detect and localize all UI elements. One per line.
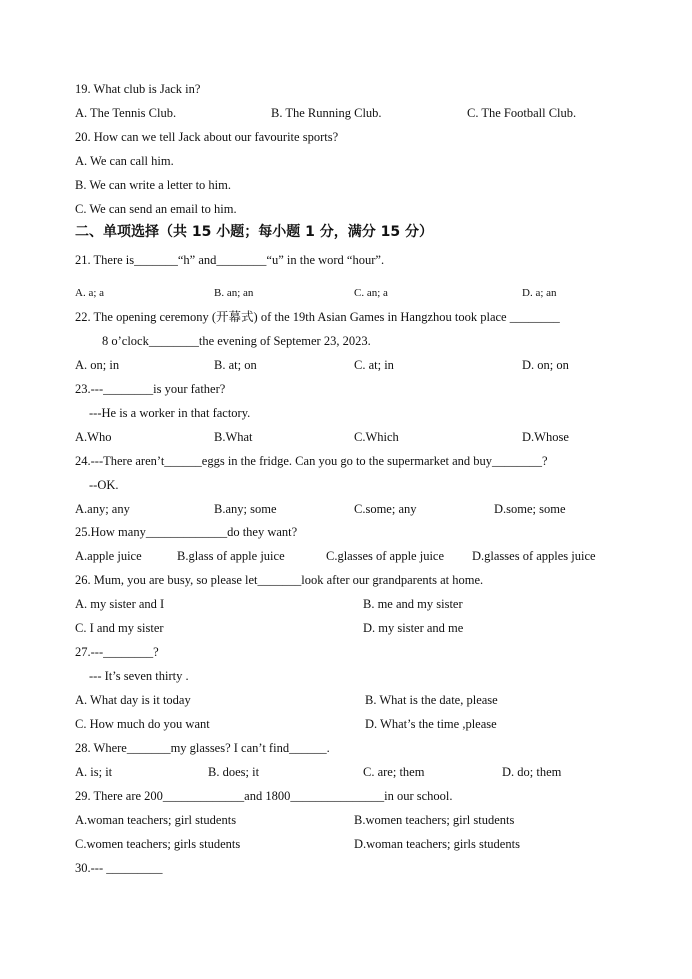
option-b: B.any; some xyxy=(214,502,277,516)
option-b: B. What is the date, please xyxy=(365,693,498,707)
question-stem: 21. There is_______“h” and________“u” in the word “hour”. xyxy=(75,253,385,267)
option-d: D. a; an xyxy=(522,287,557,299)
option-c: C. are; them xyxy=(363,765,425,779)
option-b: B.women teachers; girl students xyxy=(354,813,515,827)
question-stem: 30.--- _________ xyxy=(75,861,163,875)
option-b: B. me and my sister xyxy=(363,597,463,611)
question-stem: 23.---________is your father? xyxy=(75,382,226,396)
option-a: A. What day is it today xyxy=(75,693,191,707)
option-d: D.some; some xyxy=(494,502,566,516)
option-c: C.some; any xyxy=(354,502,417,516)
option-b: B. We can write a letter to him. xyxy=(75,178,232,192)
question-stem-line1: 22. The opening ceremony (开幕式) of the 19th Asian Games in Hangzhou took place ________ xyxy=(75,310,560,324)
option-a: A. my sister and I xyxy=(75,597,165,611)
section-title: 二、单项选择（共 15 小题；每小题 1 分，满分 15 分） xyxy=(75,224,433,240)
option-c: C. an; a xyxy=(354,287,388,299)
dialogue-reply: --- It’s seven thirty . xyxy=(89,669,189,683)
question-stem: 20. How can we tell Jack about our favourite sports? xyxy=(75,130,339,144)
dialogue-reply: ---He is a worker in that factory. xyxy=(89,406,251,420)
option-d: D. on; on xyxy=(522,358,569,372)
question-stem: 29. There are 200_____________and 1800_______________in our school. xyxy=(75,789,453,803)
option-b: B. at; on xyxy=(214,358,257,372)
option-b: B.What xyxy=(214,430,253,444)
option-d: D.woman teachers; girls students xyxy=(354,837,520,851)
option-d: D. What’s the time ,please xyxy=(365,717,497,731)
option-a: A.Who xyxy=(75,430,112,444)
option-c: C.women teachers; girls students xyxy=(75,837,241,851)
option-c: C. How much do you want xyxy=(75,717,210,731)
option-c: C. We can send an email to him. xyxy=(75,202,237,216)
option-a: A. We can call him. xyxy=(75,154,174,168)
question-stem: 28. Where_______my glasses? I can’t find______. xyxy=(75,741,330,755)
option-a: A. a; a xyxy=(75,287,105,299)
option-c: C.Which xyxy=(354,430,399,444)
option-c: C. I and my sister xyxy=(75,621,164,635)
option-a: A. on; in xyxy=(75,358,120,372)
option-d: D.glasses of apples juice xyxy=(472,549,596,563)
option-a: A.any; any xyxy=(75,502,130,516)
option-c: C. The Football Club. xyxy=(467,106,577,120)
question-stem-line2: 8 o’clock________the evening of Septemer 23, 2023. xyxy=(102,334,371,348)
option-b: B. The Running Club. xyxy=(271,106,382,120)
option-a: A. is; it xyxy=(75,765,113,779)
option-b: B. does; it xyxy=(208,765,260,779)
dialogue-reply: --OK. xyxy=(89,478,119,492)
question-stem: 26. Mum, you are busy, so please let_______look after our grandparents at home. xyxy=(75,573,484,587)
option-d: D.Whose xyxy=(522,430,569,444)
option-c: C. at; in xyxy=(354,358,394,372)
option-a: A.apple juice xyxy=(75,549,142,563)
option-d: D. do; them xyxy=(502,765,562,779)
option-c: C.glasses of apple juice xyxy=(326,549,445,563)
option-b: B.glass of apple juice xyxy=(177,549,285,563)
question-stem: 25.How many_____________do they want? xyxy=(75,525,298,539)
question-stem: 27.---________? xyxy=(75,645,159,659)
option-a: A.woman teachers; girl students xyxy=(75,813,237,827)
option-d: D. my sister and me xyxy=(363,621,464,635)
option-a: A. The Tennis Club. xyxy=(75,106,177,120)
option-b: B. an; an xyxy=(214,287,254,299)
question-stem: 24.---There aren’t______eggs in the fridge. Can you go to the supermarket and buy________? xyxy=(75,454,548,468)
question-stem: 19. What club is Jack in? xyxy=(75,82,201,96)
